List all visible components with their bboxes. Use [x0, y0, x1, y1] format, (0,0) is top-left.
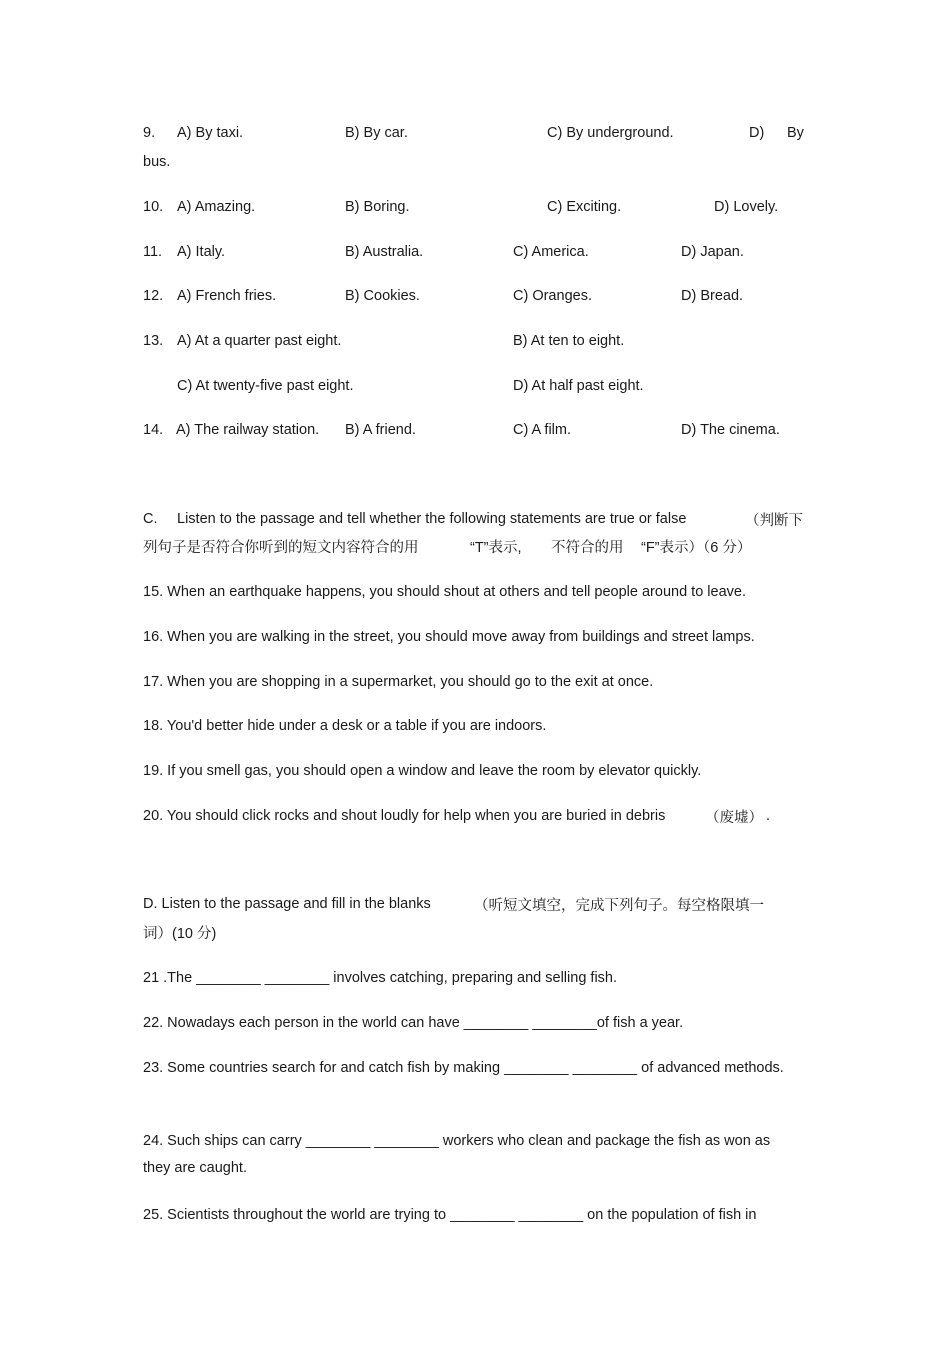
question-13-option-b: B) At ten to eight.: [513, 333, 625, 349]
blank-sentence-25: 25. Scientists throughout the world are trying to ________ ________ on the population of fish in: [143, 1207, 757, 1223]
section-c-instruction: Listen to the passage and tell whether the following statements are true or false: [177, 511, 687, 527]
question-10-option-b: B) Boring.: [345, 199, 410, 215]
section-d-instruction-cn-line2: 词）(10 分): [143, 926, 217, 942]
blank-sentence-21: 21 .The ________ ________ involves catching, preparing and selling fish.: [143, 970, 618, 986]
statement-20-cn: （废墟）: [705, 810, 763, 826]
statement-20-period: .: [766, 808, 771, 824]
blank-sentence-24: 24. Such ships can carry ________ ________ workers who clean and package the fish as won as they are caught.: [143, 1133, 771, 1176]
question-10-option-c: C) Exciting.: [547, 199, 622, 215]
section-d-instruction-cn: （听短文填空，完成下列句子。每空格限填一: [474, 898, 764, 914]
question-14-option-b: B) A friend.: [345, 422, 416, 438]
question-14-option-a: A) The railway station.: [176, 422, 320, 438]
statement-16: 16. When you are walking in the street, you should move away from buildings and street lamps.: [143, 629, 755, 645]
question-11-option-b: B) Australia.: [345, 244, 424, 260]
question-12-option-c: C) Oranges.: [513, 288, 592, 304]
question-9-option-b: B) By car.: [345, 125, 408, 141]
question-14-option-c: C) A film.: [513, 422, 572, 438]
blank-sentence-22: 22. Nowadays each person in the world can have ________ ________of fish a year.: [143, 1015, 684, 1031]
question-10-option-d: D) Lovely.: [714, 199, 779, 215]
section-c-instruction-t: “T”表示,: [470, 540, 522, 556]
question-13-option-c: C) At twenty-five past eight.: [177, 378, 354, 394]
question-11-option-c: C) America.: [513, 244, 589, 260]
question-12-option-b: B) Cookies.: [345, 288, 420, 304]
statement-18: 18. You'd better hide under a desk or a table if you are indoors.: [143, 718, 547, 734]
question-9-option-d-text: By: [787, 125, 804, 141]
question-9-option-a: A) By taxi.: [177, 125, 244, 141]
section-c-instruction-cn: （判断下: [745, 513, 803, 529]
section-c-instruction-not: 不符合的用: [551, 540, 624, 556]
question-10-number: 10.: [143, 199, 164, 215]
section-c-instruction-cn-line2: 列句子是否符合你听到的短文内容符合的用: [143, 540, 419, 556]
question-9-option-c: C) By underground.: [547, 125, 674, 141]
statement-20: 20. You should click rocks and shout loudly for help when you are buried in debris: [143, 808, 666, 824]
blank-sentence-23: 23. Some countries search for and catch fish by making ________ ________ of advanced methods.: [143, 1060, 784, 1076]
section-c-letter: C.: [143, 511, 158, 527]
question-12-option-d: D) Bread.: [681, 288, 744, 304]
statement-19: 19. If you smell gas, you should open a window and leave the room by elevator quickly.: [143, 763, 702, 779]
question-12-option-a: A) French fries.: [177, 288, 277, 304]
section-d-instruction: D. Listen to the passage and fill in the blanks: [143, 896, 431, 912]
section-c-instruction-f: “F”表示）（6 分）: [641, 540, 752, 556]
question-12-number: 12.: [143, 288, 164, 304]
question-14-number: 14.: [143, 422, 164, 438]
question-13-option-a: A) At a quarter past eight.: [177, 333, 342, 349]
statement-15: 15. When an earthquake happens, you should shout at others and tell people around to leave.: [143, 584, 746, 600]
question-9-number: 9.: [143, 125, 156, 141]
question-13-number: 13.: [143, 333, 164, 349]
question-9-option-d-label: D): [749, 125, 765, 141]
question-13-option-d: D) At half past eight.: [513, 378, 644, 394]
question-11-option-a: A) Italy.: [177, 244, 226, 260]
question-11-number: 11.: [143, 244, 163, 260]
question-14-option-d: D) The cinema.: [681, 422, 780, 438]
statement-17: 17. When you are shopping in a supermarket, you should go to the exit at once.: [143, 674, 654, 690]
question-11-option-d: D) Japan.: [681, 244, 744, 260]
question-9-option-d-continued: bus.: [143, 154, 171, 170]
question-10-option-a: A) Amazing.: [177, 199, 256, 215]
